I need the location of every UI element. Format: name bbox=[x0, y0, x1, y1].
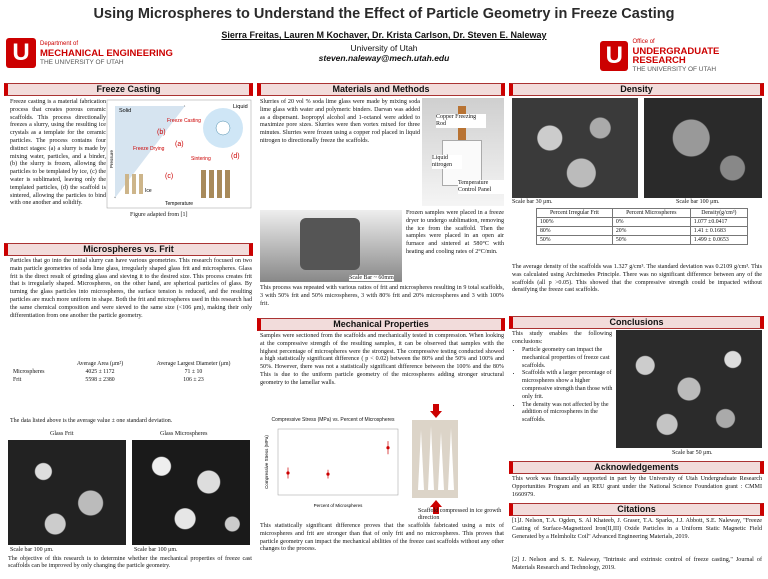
density-text: The average density of the scaffolds was 1.327 g/cm³. The standard deviation was 0.2109 g/cm³. This was calculated using Archimedes Principle. There was no significant difference between any of the scaffolds (all p >0.05). This showed that the compressive strength could be impacted without densifying the freeze cast scaffolds. bbox=[512, 264, 762, 294]
logo-left-sub: THE UNIVERSITY OF UTAH bbox=[40, 58, 124, 66]
table-header bbox=[10, 360, 63, 368]
table-cell: Frit bbox=[13, 377, 22, 383]
particle-table bbox=[10, 360, 250, 384]
density-scale-2: Scale bar 100 μm. bbox=[676, 199, 720, 205]
conclusions-scale: Scale bar 50 μm. bbox=[672, 450, 713, 456]
table-cell: 100% bbox=[537, 218, 613, 227]
table-header: Density(g/cm³) bbox=[690, 209, 747, 218]
diagram-ice: Ice bbox=[145, 188, 152, 194]
table-header: Percent Microspheres bbox=[612, 209, 690, 218]
table-cell: 50% bbox=[537, 236, 613, 245]
mechanical-text-1: Samples were sectioned from the scaffolds and mechanically tested in compression. When looking at the compressive strength of the resulting samples, it can be observed that samples with the highest percentage of microspheres were the strongest. The compressive testing conducted showed a high statistically significant difference ( p < 0.02) between the 80% and the 50% and 100% and 50%. However, there was not a statistically significant difference between the 100% and the 80% This is due to the uniform particle geometry of the microspheres adding stronger structural geometry to the lamellar walls. bbox=[260, 333, 504, 386]
authors: Sierra Freitas, Lauren M Kochaver, Dr. Krista Carlson, Dr. Steven E. Naleway bbox=[221, 30, 547, 40]
freeze-casting-text: Freeze casting is a material fabrication process that creates porous ceramic scaffolds. This process directionally freezes a slurry, using the resulting ice crystals as a template for the ceramic particles. The process contains four distinct stages: (a) a slurry is made by mixing water, particles, and a binder, (b) the slurry is frozen, allowing the particles to be templated by ice, (c) the water is sublimated, leaving only the templated particles, (d) the scaffold is sintered, allowing the particles to bind with one another and solidify. bbox=[10, 99, 106, 207]
table-row bbox=[10, 376, 250, 384]
diagram-sintering: Sintering bbox=[191, 156, 211, 162]
table-header: Percent Irregular Frit bbox=[537, 209, 613, 218]
diagram-b: (b) bbox=[157, 129, 166, 136]
u-logo-icon: U bbox=[600, 41, 628, 71]
methods-text-2: Frozen samples were placed in a freeze dryer to undergo sublimation, removing the ice from the scaffold. Then the samples were placed in an open air furnace and sintered at 580°C with heating and cooling rates of 2°C/min. bbox=[406, 210, 504, 255]
list-item: • Scaffolds with a larger percentage of microspheres show a higher compressive strength than those with only frit. bbox=[522, 370, 614, 401]
data-point bbox=[386, 446, 389, 449]
chart-plot bbox=[260, 425, 406, 513]
table-row bbox=[537, 218, 748, 227]
table-cell: 4025 ± 1172 bbox=[85, 369, 115, 375]
diagram-d: (d) bbox=[231, 153, 240, 160]
university: University of Utah bbox=[350, 43, 418, 53]
table-header: Average Area (μm²) bbox=[76, 361, 124, 367]
data-point bbox=[286, 471, 289, 474]
diagram-solid: Solid bbox=[119, 108, 132, 114]
arrow-down-icon bbox=[430, 404, 442, 418]
copper-rod-label: Copper Freezing Rod bbox=[436, 114, 486, 128]
methods-text-3: This process was repeated with various ratios of frit and microspheres resulting in 9 total scaffolds, 3 with 50% frit and 50% microspheres, 3 with 80% frit and 20% microspheres and 3 with 100% frit. bbox=[260, 285, 504, 307]
density-table bbox=[536, 208, 748, 245]
list-item: • Particle geometry can impact the mechanical properties of freeze cast scaffolds. bbox=[522, 347, 614, 370]
table-cell: 20% bbox=[612, 227, 690, 236]
citation-1: [1]J. Nelson, T.A. Ogden, S. Al Khateeb, J. Graser, T.A. Sparks, J.J. Abbott, S.E. Naleway, "Freeze Casting of Surface-Magnetized Iron(II,III) Oxide Particles in a Uniform Static Magnetic Field Generated by a Helmholtz Coil" Advanced Engineering Materials, 2019. bbox=[512, 518, 762, 540]
density-image-1 bbox=[512, 98, 638, 198]
logo-right-big: UNDERGRADUATE RESEARCH bbox=[632, 46, 720, 66]
table-cell: 5598 ± 2380 bbox=[85, 377, 115, 383]
u-logo-icon: U bbox=[6, 38, 36, 68]
liquid-nitrogen-label: Liquid nitrogen bbox=[432, 155, 462, 169]
table-cell: 80% bbox=[537, 227, 613, 236]
chart-title: Compressive Stress (MPa) vs. Percent of Microspheres bbox=[271, 417, 395, 423]
table-header-row bbox=[10, 360, 250, 368]
table-cell: 0% bbox=[612, 218, 690, 227]
scaffold-lamellae-icon bbox=[412, 420, 458, 498]
ugr-logo bbox=[600, 38, 768, 74]
table-cell: 1.077 ±0.0417 bbox=[690, 218, 747, 227]
table-header: Average Largest Diameter (μm) bbox=[156, 361, 231, 367]
freeze-dryer-image bbox=[260, 210, 402, 282]
table-row bbox=[10, 368, 250, 376]
logo-left-small: Department of bbox=[40, 40, 79, 47]
poster-title: Using Microspheres to Understand the Effect of Particle Geometry in Freeze Casting bbox=[93, 6, 675, 22]
conclusions-image bbox=[616, 330, 762, 448]
objective-text: The objective of this research is to determine whether the mechanical properties of freeze cast scaffolds can be improved by only changing the particle geometry. bbox=[8, 556, 252, 569]
table-cell: 1.41 ± 0.1683 bbox=[690, 227, 747, 236]
glass-frit-label: Glass Frit bbox=[50, 431, 74, 437]
diagram-a: (a) bbox=[175, 141, 184, 148]
table-cell: 71 ± 10 bbox=[184, 369, 203, 375]
x-axis-label: Percent of Microspheres bbox=[313, 503, 363, 508]
acknowledgements-text: This work was financially supported in part by the University of Utah Undergraduate Research Opportunities Program and an REU grant under the National Science Foundation grant : CMMI 1660979. bbox=[512, 476, 762, 498]
table-cell: 106 ± 23 bbox=[183, 377, 204, 383]
freeze-casting-header: Freeze Casting bbox=[4, 83, 253, 96]
table-cell: 50% bbox=[612, 236, 690, 245]
citations-header: Citations bbox=[509, 503, 764, 516]
methods-scale-bar: Scale Bar ~ 60mm bbox=[349, 275, 394, 281]
scaffold-caption: Scaffold compressed in ice growth direction bbox=[418, 508, 502, 521]
density-scale-1: Scale bar 30 μm. bbox=[512, 199, 553, 205]
glass-microspheres-image bbox=[132, 440, 250, 545]
temperature-panel-label: Temperature Control Panel bbox=[458, 180, 504, 194]
acknowledgements-header: Acknowledgements bbox=[509, 461, 764, 474]
table-cell: Microspheres bbox=[13, 369, 45, 375]
microspheres-frit-text: Particles that go into the initial slurry can have various geometries. This research focused on two main particle geometries of soda lime glass, irregularly shaped glass frit and microspheres. Glass frit is the direct result of grinding glass and sieving it to the desired size. This process creates frit that is irregularly shaped. Microspheres, on the other hand, are spherical particles of glass. By turning the glass particles into microspheres, the surface tension is reduced, and the resulting particles are much more uniform in shape. Both the frit and microspheres used in this research had the same chemical composition and were sieved to the same size (<106 μm), making their only differentiation from one another the particle geometry. bbox=[10, 258, 252, 319]
freeze-casting-diagram bbox=[105, 98, 253, 210]
diagram-pressure: Pressure bbox=[109, 149, 114, 168]
table-cell: 1.499 ± 0.0653 bbox=[690, 236, 747, 245]
email: steven.naleway@mech.utah.edu bbox=[318, 53, 450, 63]
diagram-liquid: Liquid bbox=[233, 104, 248, 110]
chart-frame bbox=[278, 429, 398, 495]
table-row bbox=[537, 227, 748, 236]
glass-microspheres-label: Glass Microspheres bbox=[160, 431, 208, 437]
glass-frit-image bbox=[8, 440, 126, 545]
conclusions-intro: This study enables the following conclusions: bbox=[512, 331, 612, 345]
diagram-temperature: Temperature bbox=[165, 201, 194, 207]
conclusions-list bbox=[522, 347, 614, 425]
scaffold-image bbox=[412, 420, 458, 498]
microspheres-frit-header: Microspheres vs. Frit bbox=[4, 243, 253, 256]
materials-methods-header: Materials and Methods bbox=[257, 83, 505, 96]
compressive-chart bbox=[260, 417, 406, 513]
density-image-2 bbox=[644, 98, 762, 198]
figure-caption: Figure adapted from [1] bbox=[130, 212, 188, 218]
diagram-c: (c) bbox=[165, 173, 174, 180]
mech-eng-logo bbox=[6, 38, 173, 68]
y-axis-label: Compressive Stress (MPa) bbox=[264, 435, 269, 489]
mechanical-text-2: This statistically significant difference proves that the scaffolds fabricated using a mix of microspheres and frit are stronger than that of only frit and no microspheres. This proves that particle geometry can impact the mechanical abilities of the freeze cast scaffolds without any other changes to the process. bbox=[260, 523, 504, 553]
methods-text-1: Slurries of 20 vol % soda lime glass were made by mixing soda lime glass with water and polymeric binders. Darvan was added as a dispersant. Isopropyl alcohol and 1-octanol were added to maximize pore sizes. Slurries were then vortex mixed for three minutes. Slurries were frozen using a copper rod placed in liquid nitrogen to directionally freeze the scaffolds. bbox=[260, 99, 420, 144]
frit-scale-bar: Scale bar 100 μm. bbox=[10, 547, 54, 553]
mechanical-properties-header: Mechanical Properties bbox=[257, 318, 505, 331]
logo-right-sub: THE UNIVERSITY OF UTAH bbox=[632, 66, 717, 73]
table-note: The data listed above is the average value ± one standard deviation. bbox=[10, 418, 173, 424]
table-row bbox=[537, 236, 748, 245]
table-header-row bbox=[537, 209, 748, 218]
conclusions-header: Conclusions bbox=[509, 316, 764, 329]
logo-left-big: MECHANICAL ENGINEERING bbox=[40, 47, 173, 59]
citation-2: [2] J. Nelson and S. E. Naleway, "Intrinsic and extrinsic control of freeze casting," Journal of Materials Research and Technology, 2019. bbox=[512, 557, 762, 571]
density-header: Density bbox=[509, 83, 764, 96]
micro-scale-bar: Scale bar 100 μm. bbox=[134, 547, 178, 553]
diagram-freeze-casting: Freeze Casting bbox=[167, 118, 201, 124]
logo-right-small: Office of bbox=[632, 39, 655, 45]
data-point bbox=[326, 473, 329, 476]
list-item: • The density was not affected by the addition of microspheres in the scaffolds. bbox=[522, 402, 614, 425]
diagram-freeze-drying: Freeze Drying bbox=[133, 146, 165, 152]
